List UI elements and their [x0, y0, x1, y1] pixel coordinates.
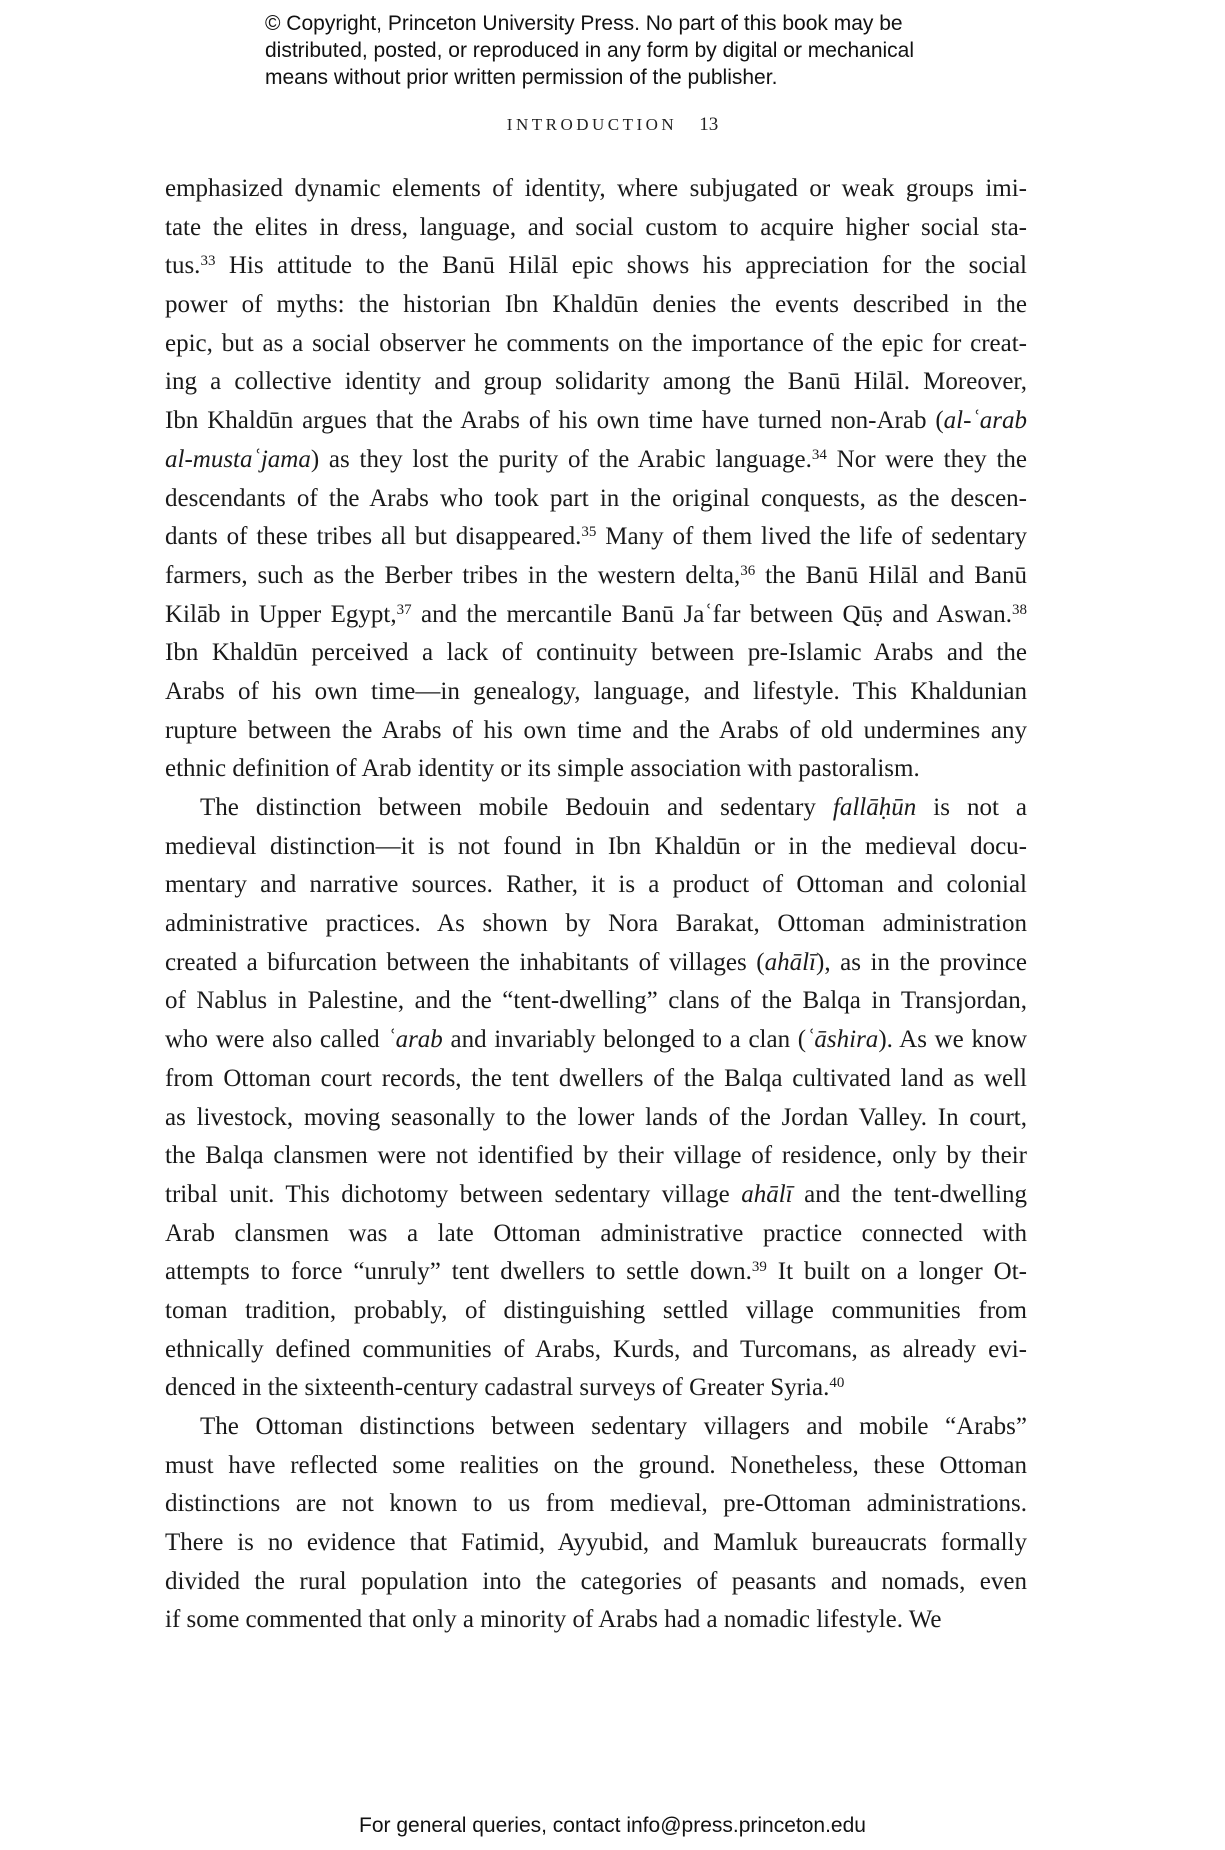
footnote-ref[interactable]: 33: [200, 253, 216, 270]
text-line: The distinction between mobile Bedouin and sedentary fallāḥūn is not a: [200, 794, 1028, 821]
text-line: distinctions are not known to us from medieval, pre-Ottoman administrations.: [165, 1490, 1027, 1518]
text-line: tribal unit. This dichotomy between sedentary village ahālī and the tent-dwelling: [165, 1180, 1027, 1208]
text-line: There is no evidence that Fatimid, Ayyubid, and Mamluk bureaucrats formally: [165, 1529, 1027, 1557]
footnote-ref[interactable]: 34: [811, 446, 827, 463]
text-line: mentary and narrative sources. Rather, it is a product of Ottoman and colonial: [165, 871, 1027, 899]
copyright-notice: [265, 10, 1025, 91]
text-line: ethnic definition of Arab identity or its simple association with pastoralism.: [165, 755, 920, 783]
text-line: rupture between the Arabs of his own time and the Arabs of old undermines any: [165, 716, 1027, 744]
text-line: who were also called ʿarab and invariably belonged to a clan (ʿāshira). As we know: [165, 1026, 1027, 1054]
text-line: ethnically defined communities of Arabs, Kurds, and Turcomans, as already evi-: [165, 1335, 1027, 1363]
italic-term: ahālī: [764, 948, 817, 976]
text-line: The Ottoman distinctions between sedentary villagers and mobile “Arabs”: [200, 1413, 1027, 1440]
text-line: emphasized dynamic elements of identity, where subjugated or weak groups imi-: [165, 175, 1027, 202]
page-number: 13: [699, 114, 719, 135]
text-line: attempts to force “unruly” tent dwellers to settle down.$^{39}$ It built on a longer Ot-: [165, 1258, 1027, 1286]
footnote-ref[interactable]: 40: [829, 1375, 845, 1392]
text-line: toman tradition, probably, of distinguishing settled village communities from: [165, 1296, 1027, 1324]
text-line: from Ottoman court records, the tent dwellers of the Balqa cultivated land as well: [165, 1064, 1027, 1092]
italic-term: ahālī: [741, 1180, 793, 1208]
footnote-ref[interactable]: 35: [581, 523, 597, 540]
copyright-line: © Copyright, Princeton University Press. No part of this book may be: [265, 12, 903, 35]
italic-term: al-ʿarab: [943, 407, 1027, 435]
text-line: epic, but as a social observer he comments on the importance of the epic for creat-: [165, 329, 1027, 357]
text-line: denced in the sixteenth-century cadastral surveys of Greater Syria.$^{40}$: [165, 1374, 845, 1402]
text-line: if some commented that only a minority of Arabs had a nomadic lifestyle. We: [165, 1606, 942, 1634]
text-line: Arabs of his own time—in genealogy, language, and lifestyle. This Khaldunian: [165, 677, 1027, 705]
text-line: must have reflected some realities on the ground. Nonetheless, these Ottoman: [165, 1451, 1027, 1479]
text-line: of Nablus in Palestine, and the “tent-dwelling” clans of the Balqa in Transjordan,: [165, 987, 1027, 1015]
text-line: al-mustaʿjama) as they lost the purity of the Arabic language.$^{34}$ Nor were they the: [165, 445, 1027, 473]
paragraph: [165, 789, 1027, 1408]
text-line: divided the rural population into the categories of peasants and nomads, even: [165, 1567, 1027, 1595]
text-line: tus.$^{33}$ His attitude to the Banū Hilāl epic shows his appreciation for the social: [165, 252, 1027, 280]
text-line: farmers, such as the Berber tribes in the western delta,$^{36}$ the Banū Hilāl and Banū: [165, 561, 1027, 589]
paragraph: [165, 170, 1027, 789]
text-line: descendants of the Arabs who took part in the original conquests, as the descen-: [165, 484, 1027, 512]
body-text: [165, 170, 1027, 1640]
italic-term: ʿāshira: [806, 1026, 879, 1054]
contact-footer: For general queries, contact info@press.princeton.edu: [359, 1814, 866, 1837]
footnote-ref[interactable]: 38: [1012, 601, 1027, 618]
italic-term: ʿarab: [387, 1026, 443, 1054]
text-line: administrative practices. As shown by Nora Barakat, Ottoman administration: [165, 910, 1027, 938]
text-line: medieval distinction—it is not found in Ibn Khaldūn or in the medieval docu-: [165, 832, 1027, 860]
paragraph: [165, 1408, 1027, 1640]
footnote-ref[interactable]: 37: [396, 601, 412, 618]
text-line: power of myths: the historian Ibn Khaldūn denies the events described in the: [165, 291, 1027, 319]
text-line: created a bifurcation between the inhabitants of villages (ahālī), as in the province: [165, 948, 1027, 976]
italic-term: al-mustaʿjama: [165, 445, 311, 473]
running-head-title: INTRODUCTION: [506, 115, 678, 134]
text-line: tate the elites in dress, language, and social custom to acquire higher social sta-: [165, 213, 1027, 241]
text-line: Ibn Khaldūn argues that the Arabs of his own time have turned non-Arab (al-ʿarab: [165, 407, 1027, 435]
text-line: Arab clansmen was a late Ottoman administrative practice connected with: [165, 1219, 1027, 1247]
text-line: as livestock, moving seasonally to the lower lands of the Jordan Valley. In court,: [165, 1103, 1027, 1131]
copyright-line: means without prior written permission of the publisher.: [265, 66, 778, 89]
text-line: dants of these tribes all but disappeared.$^{35}$ Many of them lived the life of sedentary: [165, 523, 1027, 551]
running-head: [0, 114, 1225, 136]
copyright-line: distributed, posted, or reproduced in any form by digital or mechanical: [265, 39, 915, 62]
text-line: Kilāb in Upper Egypt,$^{37}$ and the mercantile Banū Jaʿfar between Qūṣ and Aswan.$^{38}$: [165, 600, 1027, 628]
italic-term: fallāḥūn: [832, 794, 917, 821]
text-line: ing a collective identity and group solidarity among the Banū Hilāl. Moreover,: [165, 368, 1027, 396]
footnote-ref[interactable]: 39: [751, 1259, 767, 1275]
footnote-ref[interactable]: 36: [740, 562, 756, 579]
text-line: Ibn Khaldūn perceived a lack of continuity between pre-Islamic Arabs and the: [165, 639, 1027, 667]
text-line: the Balqa clansmen were not identified by their village of residence, only by their: [165, 1142, 1027, 1170]
